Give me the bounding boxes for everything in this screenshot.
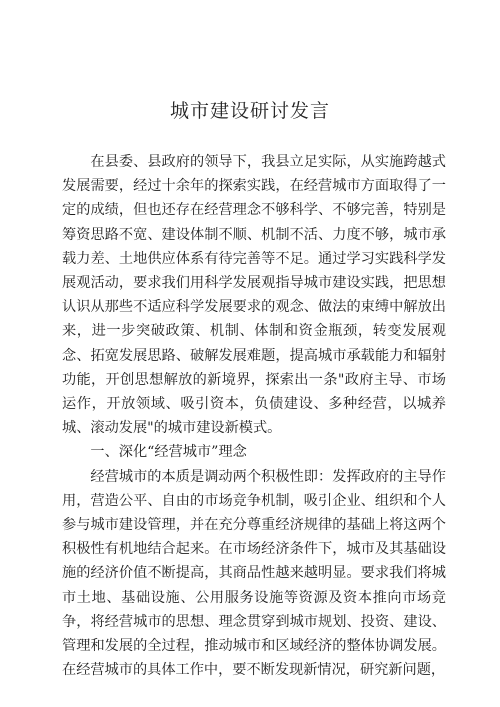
intro-paragraph: 在县委、县政府的领导下，我县立足实际，从实施跨越式发展需要，经过十余年的探索实践，在经营城市方面取得了一定的成绩，但也还存在经营理念不够科学、不够完善，特别是筹资思路不宽、建设体制不顺、机制不活、力度不够，城市承载力差、土地供应体系有待完善等不足。通过学习实践科学发展观活动，要求我们用科学发展观指导城市建设实践，把思想认识从那些不适应科学发展要求的观念、做法的束缚中解放出来，进一步突破政策、机制、体制和资金瓶颈，转变发展观念、拓宽发展思路、破解发展难题，提高城市承载能力和辐射功能，开创思想解放的新境界，探索出一条"政府主导、市场运作，开放领域、吸引资本，负债建设、多种经营，以城养城、滚动发展"的城市建设新模式。 xyxy=(62,154,446,437)
section-paragraph: 经营城市的本质是调动两个积极性即：发挥政府的主导作用，营造公平、自由的市场竞争机制，吸引企业、组织和个人参与城市建设管理，并在充分尊重经济规律的基础上将这两个积极性有机地结合起来。在市场经济条件下，城市及其基础设施的经济价值不断提高，其商品性越来越明显。要求我们将城市土地、基础设施、公用服务设施等资源及资本推向市场竞争，将经营城市的思想、理念贯穿到城市规划、投资、建设、管理和发展的全过程，推动城市和区域经济的整体协调发展。在经营城市的具体工作中，要不断发现新情况，研究新问题， xyxy=(62,468,446,679)
section-heading: 一、深化“经营城市”理念 xyxy=(90,444,247,461)
document-body xyxy=(62,150,446,682)
document-title: 城市建设研讨发言 xyxy=(169,100,330,122)
